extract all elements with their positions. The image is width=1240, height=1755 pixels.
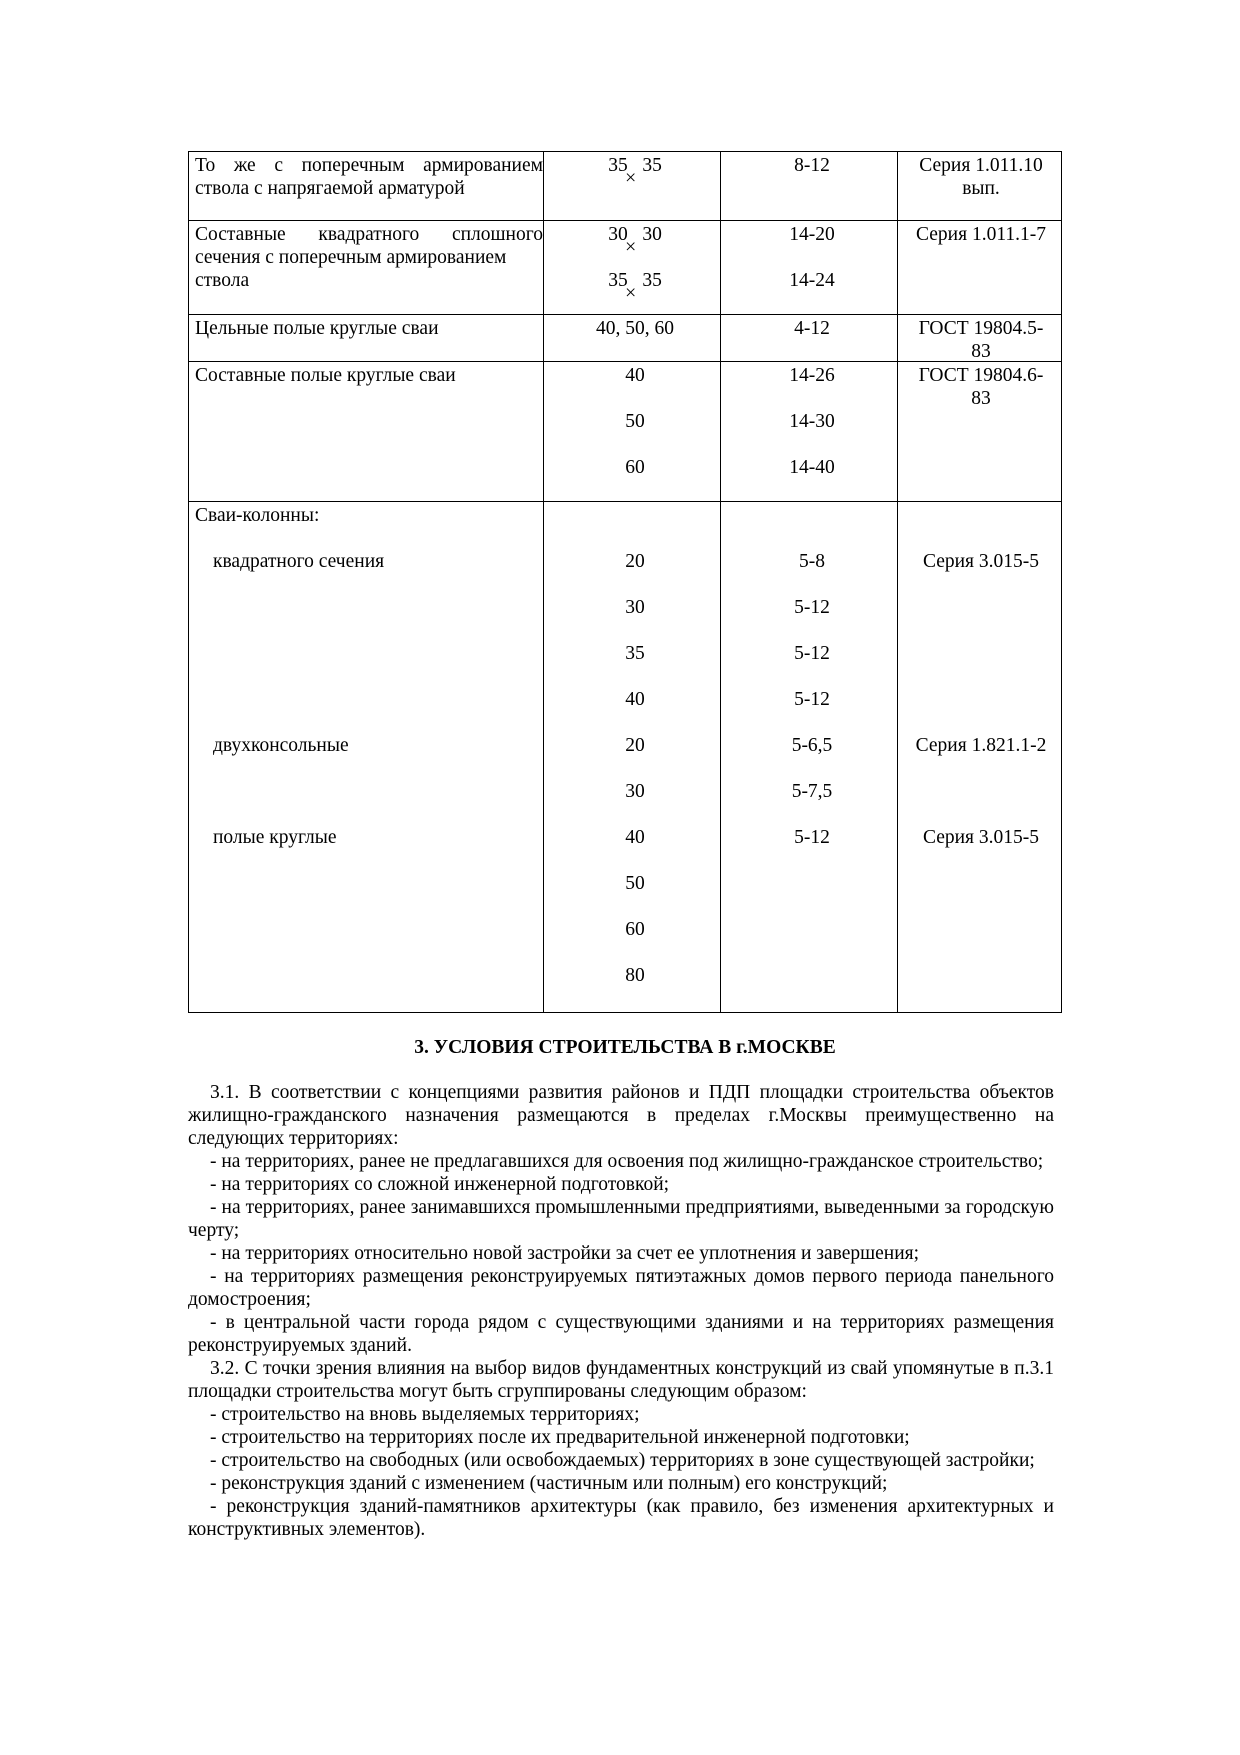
group-hollow-length-1: 5-12 — [794, 827, 830, 848]
pile-types-table — [188, 151, 1062, 1013]
table-row-4-length-2: 14-30 — [789, 411, 835, 432]
group-hollow-section-3: 60 — [625, 919, 645, 940]
row-1-section-b: 35 — [642, 155, 662, 176]
list-item: - на территориях, ранее занимавшихся промышленными предприятиями, выведенными за городскую черту; — [188, 1197, 1054, 1241]
list-item: - строительство на вновь выделяемых территориях; — [210, 1404, 640, 1425]
row-2-section-2-a: 35 — [608, 270, 628, 291]
multiply-sign: × — [625, 236, 637, 258]
table-row-4-section-1: 40 — [625, 365, 645, 386]
table-row-1-length: 8-12 — [794, 155, 830, 176]
row-2-section-1-a: 30 — [608, 224, 628, 245]
multiply-sign: × — [625, 282, 637, 304]
table-row-4-section-3: 60 — [625, 457, 645, 478]
paragraph-3-2: 3.2. С точки зрения влияния на выбор видов фундаментных конструкций из свай упомянутые в п.3.1 площадки строительства могут быть сгруппированы следующим образом: — [188, 1358, 1054, 1402]
group-square-length-3: 5-12 — [794, 643, 830, 664]
table-row-3-length: 4-12 — [794, 318, 830, 339]
group-square-length-1: 5-8 — [799, 551, 825, 572]
group-hollow-section-2: 50 — [625, 873, 645, 894]
table-row-1-name — [195, 154, 543, 200]
row-4-doc-line-1: ГОСТ 19804.6- — [918, 365, 1044, 386]
row-2-section-1-b: 30 — [642, 224, 662, 245]
group-square-section-3: 35 — [625, 643, 645, 664]
group-square-label: квадратного сечения — [213, 551, 385, 572]
group-cantilever-length-1: 5-6,5 — [791, 735, 833, 756]
group-square-section-4: 40 — [625, 689, 645, 710]
table-row-4-length-3: 14-40 — [789, 457, 835, 478]
row-1-section-a: 35 — [608, 155, 628, 176]
group-square-length-4: 5-12 — [794, 689, 830, 710]
group-hollow-section-1: 40 — [625, 827, 645, 848]
table-row-3-doc — [901, 317, 1061, 363]
group-square-length-2: 5-12 — [794, 597, 830, 618]
group-square-section-1: 20 — [625, 551, 645, 572]
list-item: - на территориях размещения реконструируемых пятиэтажных домов первого периода панельного домостроения; — [188, 1266, 1054, 1310]
multiply-sign: × — [625, 167, 637, 189]
row-2-name-line-3: ствола — [195, 270, 250, 291]
table-row-2-doc: Серия 1.011.1-7 — [916, 224, 1046, 245]
row-3-doc-line-2: 83 — [971, 341, 991, 362]
list-item: - строительство на территориях после их предварительной инженерной подготовки; — [210, 1427, 910, 1448]
row-2-name-line-1: Составные квадратного сплошного — [195, 224, 543, 245]
row-1-name-line-2: ствола с напрягаемой арматурой — [195, 178, 465, 199]
row-1-doc-line-2: вып. — [962, 178, 1000, 199]
table-row-1-doc — [901, 154, 1061, 200]
paragraph-3-1: 3.1. В соответствии с концепциями развития районов и ПДП площадки строительства объектов жилищно-гражданского назначения размещаются в пределах г.Москвы преимущественно на следующих территориях: — [188, 1082, 1054, 1149]
row-4-doc-line-2: 83 — [971, 388, 991, 409]
table-row-3-section: 40, 50, 60 — [596, 318, 674, 339]
list-item: - строительство на свободных (или освобождаемых) территориях в зоне существующей застройки; — [210, 1450, 1035, 1471]
group-hollow-doc: Серия 3.015-5 — [922, 827, 1040, 848]
table-row-4-name: Составные полые круглые сваи — [195, 365, 456, 386]
row-1-doc-line-1: Серия 1.011.10 — [919, 155, 1043, 176]
row-1-name-line-1: То же с поперечным армированием — [195, 155, 543, 176]
table-row-3-name: Цельные полые круглые сваи — [195, 318, 439, 339]
row-2-section-2-b: 35 — [642, 270, 662, 291]
row-divider-1 — [189, 220, 1061, 221]
table-row-4-doc — [901, 364, 1061, 410]
row-3-doc-line-1: ГОСТ 19804.5- — [918, 318, 1044, 339]
section-body — [188, 1081, 1054, 1541]
row-2-name-line-2: сечения с поперечным армированием — [195, 247, 507, 268]
list-item: - на территориях относительно новой застройки за счет ее уплотнения и завершения; — [210, 1243, 920, 1264]
list-item: - на территориях со сложной инженерной подготовкой; — [210, 1174, 670, 1195]
table-row-4-section-2: 50 — [625, 411, 645, 432]
list-item: - в центральной части города рядом с существующими зданиями и на территориях размещения реконструируемых зданий. — [188, 1312, 1054, 1356]
table-row-2-length-1: 14-20 — [789, 224, 835, 245]
table-row-2-name — [195, 223, 543, 292]
table-row-5-name: Сваи-колонны: — [195, 505, 320, 526]
group-square-section-2: 30 — [625, 597, 645, 618]
group-square-doc: Серия 3.015-5 — [922, 551, 1040, 572]
group-hollow-section-4: 80 — [625, 965, 645, 986]
row-divider-4 — [189, 501, 1061, 502]
list-item: - реконструкция зданий-памятников архитектуры (как правило, без изменения архитектурных и конструктивных элементов). — [188, 1496, 1054, 1540]
column-divider-1 — [543, 152, 544, 1012]
row-divider-2 — [189, 314, 1061, 315]
list-item: - реконструкция зданий с изменением (частичным или полным) его конструкций; — [210, 1473, 888, 1494]
group-cantilever-doc: Серия 1.821.1-2 — [915, 735, 1047, 756]
list-item: - на территориях, ранее не предлагавшихся для освоения под жилищно-гражданское строительство; — [210, 1151, 1044, 1172]
table-row-2-length-2: 14-24 — [789, 270, 835, 291]
group-hollow-label: полые круглые — [213, 827, 337, 848]
group-cantilever-section-1: 20 — [625, 735, 645, 756]
table-row-4-length-1: 14-26 — [789, 365, 835, 386]
group-cantilever-length-2: 5-7,5 — [791, 781, 833, 802]
group-cantilever-section-2: 30 — [625, 781, 645, 802]
group-cantilever-label: двухконсольные — [213, 735, 349, 756]
section-heading: 3. УСЛОВИЯ СТРОИТЕЛЬСТВА В г.МОСКВЕ — [414, 1037, 836, 1058]
